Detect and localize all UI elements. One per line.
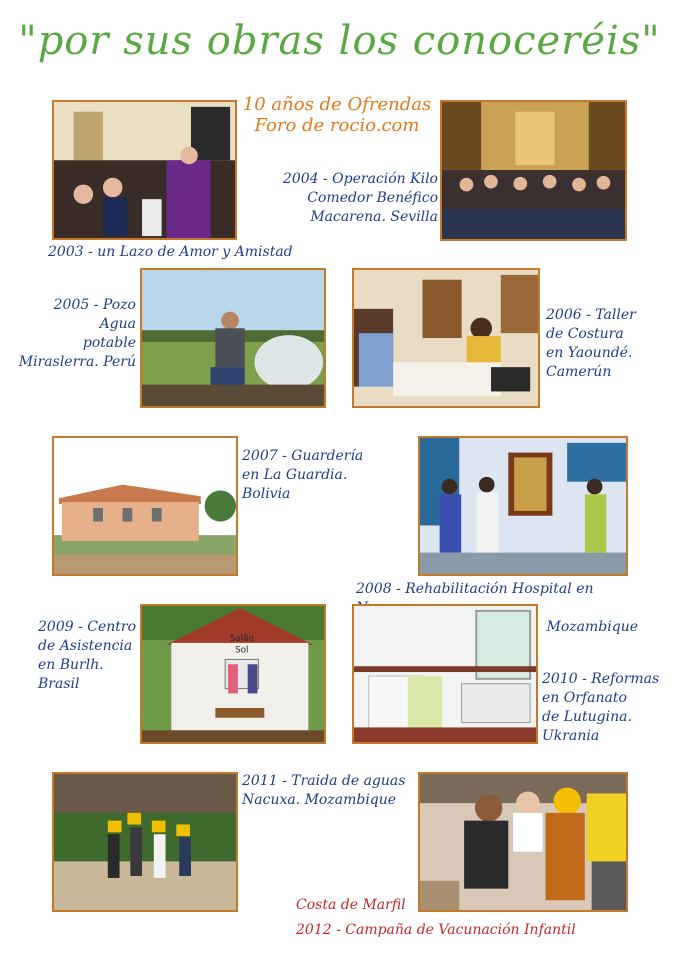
caption-2006-line-4: Camerún bbox=[546, 364, 612, 380]
caption-2004 bbox=[268, 170, 438, 227]
caption-2005-line-2: potable bbox=[82, 335, 136, 351]
caption-2006-line-2: de Costura bbox=[546, 326, 624, 342]
photo-2005 bbox=[140, 268, 326, 408]
photo-sign-line-2: Sol bbox=[235, 645, 249, 656]
caption-2009-line-1: 2009 - Centro bbox=[38, 619, 137, 635]
photo-2010 bbox=[352, 604, 538, 744]
caption-2009 bbox=[38, 618, 148, 694]
caption-2009-line-2: de Asistencia bbox=[38, 638, 133, 654]
photo-sign-line-1: Salão bbox=[229, 633, 254, 644]
subtitle bbox=[232, 94, 442, 136]
photo-2007 bbox=[52, 436, 238, 576]
caption-2008-line-2: Mozambique bbox=[546, 619, 638, 635]
subtitle-line-1: 10 años de Ofrendas bbox=[242, 94, 432, 115]
photo-2004 bbox=[440, 100, 627, 241]
caption-2007 bbox=[242, 447, 382, 504]
caption-2006-line-1: 2006 - Taller bbox=[546, 307, 636, 323]
caption-2006-line-3: en Yaoundé. bbox=[546, 345, 633, 361]
caption-2007-line-3: Bolivia bbox=[242, 486, 291, 502]
caption-2007-line-2: en La Guardia. bbox=[242, 467, 348, 483]
caption-2004-line-1: 2004 - Operación Kilo bbox=[282, 171, 438, 187]
caption-2012-country: Costa de Marfil bbox=[296, 897, 406, 913]
photo-2006 bbox=[352, 268, 540, 408]
photo-2009 bbox=[140, 604, 326, 744]
caption-2007-line-1: 2007 - Guardería bbox=[242, 448, 364, 464]
caption-2003: 2003 - un Lazo de Amor y Amistad bbox=[48, 244, 293, 260]
subtitle-line-2: Foro de rocio.com bbox=[254, 115, 420, 136]
photo-2008 bbox=[418, 436, 628, 576]
caption-2010-line-2: en Orfanato bbox=[542, 690, 627, 706]
caption-2009-line-4: Brasil bbox=[38, 676, 80, 692]
caption-2004-line-3: Macarena. Sevilla bbox=[310, 209, 438, 225]
caption-2005 bbox=[14, 296, 136, 372]
caption-2010-line-3: de Lutugina. bbox=[542, 709, 632, 725]
caption-2005-line-3: Miraslerra. Perú bbox=[18, 354, 136, 370]
photo-2011 bbox=[52, 772, 238, 912]
caption-2010 bbox=[542, 670, 672, 746]
caption-2010-line-1: 2010 - Reformas bbox=[542, 671, 660, 687]
caption-2011-line-2: Nacuxa. Mozambique bbox=[242, 792, 397, 808]
caption-2005-line-1: 2005 - Pozo Agua bbox=[53, 297, 136, 332]
caption-2004-line-2: Comedor Benéfico bbox=[307, 190, 438, 206]
caption-2009-line-3: en Burlh. bbox=[38, 657, 104, 673]
page-title: "por sus obras los conoceréis" bbox=[18, 18, 661, 64]
caption-2010-line-4: Ukrania bbox=[542, 728, 600, 744]
caption-2008-line-1: 2008 - Rehabilitación Hospital en bbox=[356, 581, 594, 597]
photo-2012 bbox=[418, 772, 628, 912]
caption-2006 bbox=[546, 306, 666, 382]
photo-2003 bbox=[52, 100, 237, 240]
caption-2012: 2012 - Campaña de Vacunación Infantil bbox=[296, 922, 576, 938]
caption-2011-line-1: 2011 - Traida de aguas bbox=[242, 773, 406, 789]
caption-2011 bbox=[242, 772, 432, 810]
